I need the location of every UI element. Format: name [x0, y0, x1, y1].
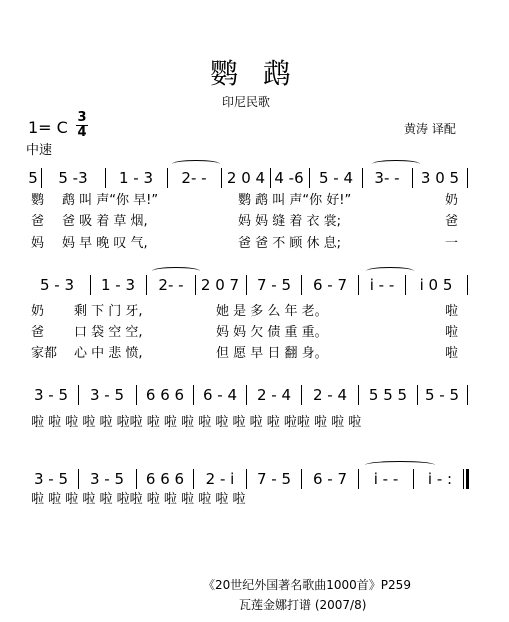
end-repeat-barline [466, 469, 469, 489]
measure: 2 - i [205, 470, 235, 488]
notation-system-3 [0, 383, 509, 407]
barline [358, 469, 359, 489]
lyric-syllable: 家都 [31, 346, 58, 361]
barline [467, 168, 468, 188]
source-citation: 《20世纪外国著名歌曲1000首》P259 [203, 578, 411, 592]
barline [301, 275, 302, 295]
tempo-marking: 中速 [26, 143, 53, 158]
typist-credit: 瓦莲金娜打谱 (2007/8) [239, 598, 367, 612]
lyric-line [0, 492, 509, 508]
measure: 6 - 7 [312, 276, 348, 294]
tie-mark [172, 160, 220, 168]
barline [467, 385, 468, 405]
measure: 3- - [374, 169, 400, 187]
barline [78, 385, 79, 405]
lyric-syllable: 奶 [445, 193, 459, 208]
song-origin: 印尼民歌 [222, 95, 271, 109]
measure: 3 0 5 [420, 169, 460, 187]
lyric-syllable: 爸 [31, 214, 45, 229]
lyric-syllable: 奶 [31, 304, 45, 319]
barline [193, 385, 194, 405]
measure: 6 6 6 [145, 386, 185, 404]
key-signature: 1= C [28, 118, 68, 137]
measure: 2 0 7 [200, 276, 240, 294]
measure: 3 - 5 [33, 386, 69, 404]
barline [246, 385, 247, 405]
barline [270, 168, 271, 188]
tie-mark [152, 267, 200, 275]
lyric-line [0, 304, 509, 320]
barline [136, 469, 137, 489]
notation-system-1 [0, 166, 509, 190]
song-title: 鹦 鹉 [210, 57, 299, 90]
lyric-phrase: 鹉 叫 声“你 早!” [62, 193, 159, 208]
measure: 2 - 4 [256, 386, 292, 404]
measure: i 0 5 [419, 276, 453, 294]
translator-credit: 黄涛 译配 [404, 122, 456, 136]
barline [405, 275, 406, 295]
measure: 5 - 4 [318, 169, 354, 187]
lyric-phrase: 口 袋 空 空, [74, 325, 143, 340]
time-signature [74, 112, 90, 139]
lyric-line [0, 236, 509, 252]
measure: 3 - 5 [89, 470, 125, 488]
lyric-line [0, 193, 509, 209]
lyric-syllable: 啦 [445, 325, 459, 340]
lyric-syllable: 妈 [31, 236, 45, 251]
lyric-syllable: 一 [445, 236, 459, 251]
barline [193, 469, 194, 489]
measure: i - - [369, 276, 395, 294]
lyric-phrase: 妈 妈 欠 债 重 重。 [216, 325, 328, 340]
measure: 5 5 5 [368, 386, 408, 404]
measure: 4 -6 [274, 169, 304, 187]
notation-system-4 [0, 467, 509, 491]
lyric-line [0, 346, 509, 362]
lyric-line [0, 325, 509, 341]
tie-mark [366, 267, 414, 275]
lyric-phrase: 妈 早 晚 叹 气, [62, 236, 148, 251]
lyric-syllable: 爸 [31, 325, 45, 340]
measure: 2 0 4 [226, 169, 266, 187]
measure: 6 - 4 [202, 386, 238, 404]
lyric-phrase: 剩 下 门 牙, [74, 304, 143, 319]
barline [413, 469, 414, 489]
measure: 5 -3 [58, 169, 88, 187]
barline [358, 275, 359, 295]
measure: 1 - 3 [100, 276, 136, 294]
lyric-phrase: 爸 吸 着 草 烟, [62, 214, 148, 229]
measure: 3 - 5 [89, 386, 125, 404]
barline [467, 275, 468, 295]
barline [246, 469, 247, 489]
barline [358, 385, 359, 405]
measure: 5 [28, 169, 38, 187]
barline [417, 385, 418, 405]
lyric-syllable: 啦 [445, 346, 459, 361]
notation-system-2 [0, 273, 509, 297]
lyric-refrain: 啦 啦 啦 啦 啦 啦啦 啦 啦 啦 啦 啦 啦 啦 啦 啦啦 啦 啦 啦 [31, 415, 362, 430]
barline [301, 385, 302, 405]
measure: 6 6 6 [145, 470, 185, 488]
lyric-phrase: 鹦 鹉 叫 声“你 好!” [238, 193, 352, 208]
barline [301, 469, 302, 489]
barline [167, 168, 168, 188]
lyric-syllable: 鹦 [31, 193, 45, 208]
measure: 2 - 4 [312, 386, 348, 404]
barline [41, 168, 42, 188]
measure: 7 - 5 [256, 470, 292, 488]
lyric-line [0, 415, 509, 431]
barline [78, 469, 79, 489]
measure: i - - [373, 470, 399, 488]
barline [362, 168, 363, 188]
lyric-syllable: 爸 [445, 214, 459, 229]
barline [105, 168, 106, 188]
barline [221, 168, 222, 188]
lyric-phrase: 妈 妈 缝 着 衣 裳; [238, 214, 342, 229]
measure: 2- - [181, 169, 207, 187]
lyric-phrase: 心 中 悲 愤, [74, 346, 143, 361]
lyric-phrase: 她 是 多 么 年 老。 [216, 304, 328, 319]
measure: 2- - [158, 276, 184, 294]
measure: 3 - 5 [33, 470, 69, 488]
lyric-refrain: 啦 啦 啦 啦 啦 啦啦 啦 啦 啦 啦 啦 啦 [31, 492, 246, 507]
tie-mark [372, 160, 420, 168]
barline [412, 168, 413, 188]
lyric-phrase: 爸 爸 不 顾 休 息; [238, 236, 342, 251]
barline [246, 275, 247, 295]
barline [136, 385, 137, 405]
time-signature-top: 3 [77, 110, 87, 125]
barline [463, 469, 464, 489]
measure: 7 - 5 [256, 276, 292, 294]
barline [146, 275, 147, 295]
barline [195, 275, 196, 295]
measure: i - : [427, 470, 453, 488]
measure: 5 - 5 [424, 386, 460, 404]
barline [309, 168, 310, 188]
lyric-phrase: 但 愿 早 日 翻 身。 [216, 346, 328, 361]
measure: 5 - 3 [39, 276, 75, 294]
measure: 1 - 3 [118, 169, 154, 187]
lyric-line [0, 214, 509, 230]
barline [90, 275, 91, 295]
time-signature-bottom: 4 [77, 125, 87, 140]
lyric-syllable: 啦 [445, 304, 459, 319]
measure: 6 - 7 [312, 470, 348, 488]
